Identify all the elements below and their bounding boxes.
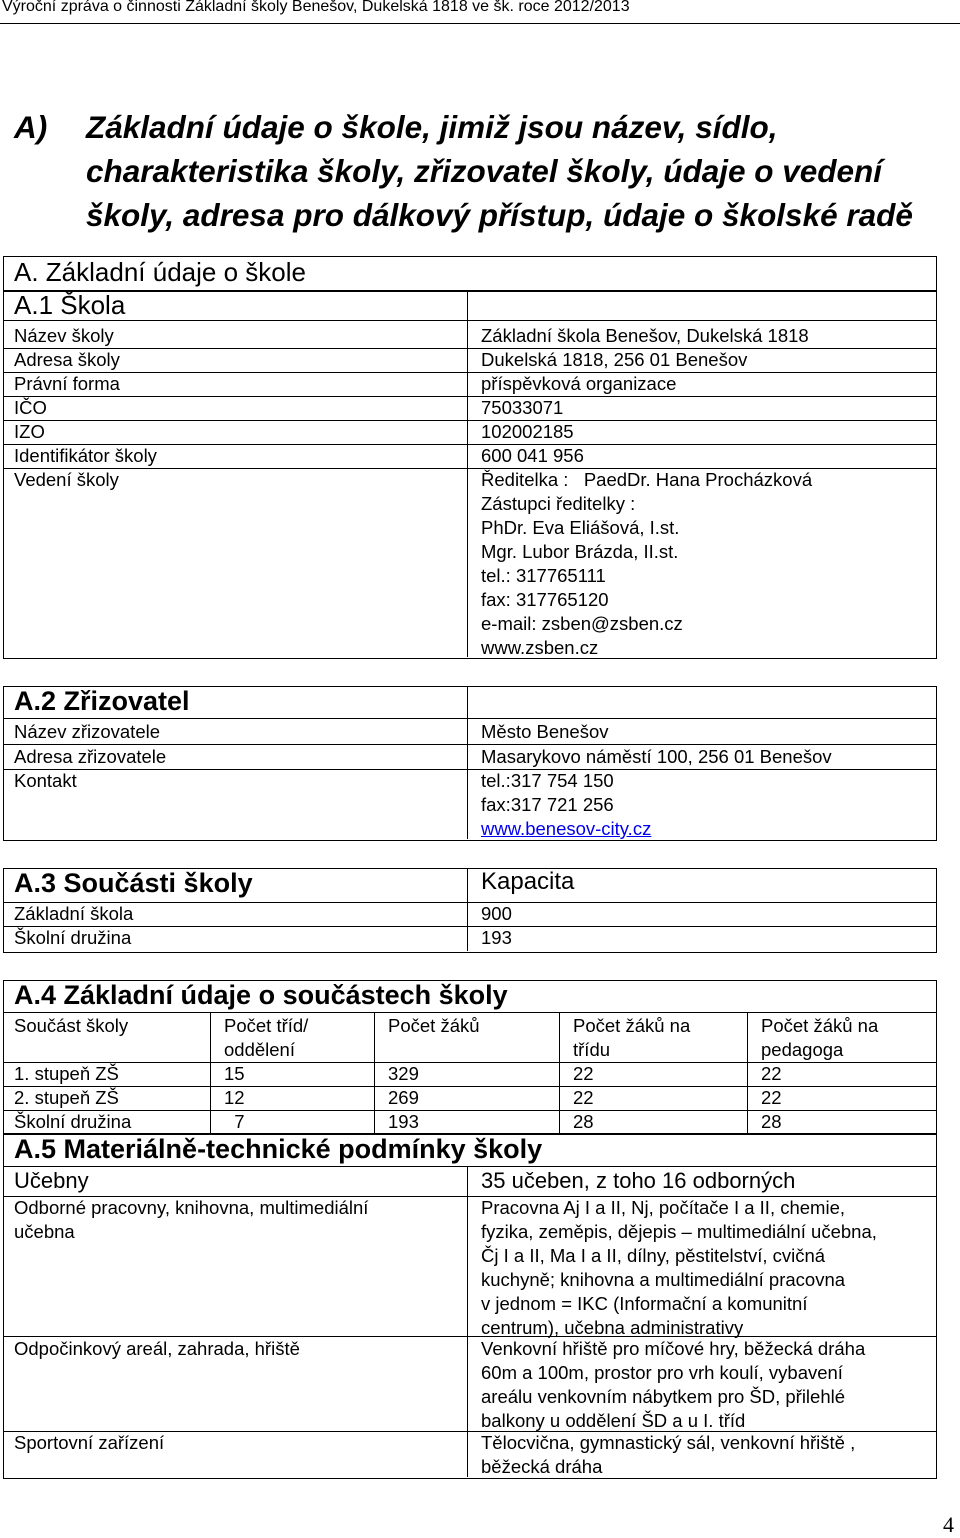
management-line: Zástupci ředitelky :	[481, 493, 636, 514]
a1-value-izo: 102002185	[481, 421, 574, 442]
a5-label-garden: Odpočinkový areál, zahrada, hřiště	[14, 1338, 300, 1359]
a1-label-ico: IČO	[14, 397, 47, 418]
running-header	[0, 0, 960, 26]
a4-header-per-class-line: třídu	[573, 1039, 611, 1060]
a5-column-divider	[467, 1166, 468, 1477]
a2-rule	[3, 718, 936, 719]
a1-rule	[3, 348, 936, 349]
a5-heading: A.5 Materiálně-technické podmínky školy	[14, 1134, 543, 1164]
a1-rule	[3, 396, 936, 397]
a4-header-per-class-line: Počet žáků na	[573, 1015, 691, 1036]
a4-cell: 269	[388, 1087, 419, 1108]
a2-label-name: Název zřizovatele	[14, 721, 161, 742]
management-email: e-mail: zsben@zsben.cz	[481, 613, 683, 634]
a1-heading: A.1 Škola	[14, 290, 126, 320]
a3-label-school: Základní škola	[14, 903, 134, 924]
a3-value-school: 900	[481, 903, 512, 924]
a4-cell: 22	[573, 1087, 594, 1108]
a5-value-line: areálu venkovním nábytkem pro ŠD, přilehlé	[481, 1386, 846, 1407]
a3-rule	[3, 926, 936, 927]
a4-cell: 12	[224, 1087, 245, 1108]
management-line: tel.: 317765111	[481, 565, 606, 586]
a4-column-divider	[559, 1012, 560, 1133]
a4-header-per-teacher-line: Počet žáků na	[761, 1015, 879, 1036]
a5-value-garden	[481, 1337, 865, 1433]
a4-rule	[3, 1086, 936, 1087]
management-line: fax: 317765120	[481, 589, 609, 610]
a5-value-line: běžecká dráha	[481, 1456, 603, 1477]
contact-tel: tel.:317 754 150	[481, 770, 614, 791]
a5-value-line: balkony u oddělení ŠD a u I. tříd	[481, 1410, 746, 1431]
chapter-title-line: Základní údaje o škole, jimiž jsou název, sídlo,	[86, 109, 778, 145]
contact-web-link[interactable]: www.benesov-city.cz	[481, 818, 652, 839]
a4-cell: 22	[761, 1087, 782, 1108]
a5-value-line: Venkovní hřiště pro míčové hry, běžecká dráha	[481, 1338, 866, 1359]
a5-label-line: učebna	[14, 1221, 75, 1242]
a4-cell: 15	[224, 1063, 245, 1084]
a1-value-address: Dukelská 1818, 256 01 Benešov	[481, 349, 748, 370]
a2-rule	[3, 769, 936, 770]
a4-cell: 2. stupeň ZŠ	[14, 1087, 119, 1108]
a5-value-line: Tělocvična, gymnastický sál, venkovní hřiště ,	[481, 1432, 856, 1453]
management-web: www.zsben.cz	[481, 637, 599, 658]
a1-value-legal-form: příspěvková organizace	[481, 373, 677, 394]
a4-cell: 28	[573, 1111, 594, 1132]
a2-heading-divider	[467, 686, 468, 718]
a1-label-name: Název školy	[14, 325, 114, 346]
a2-column-divider	[467, 718, 468, 839]
a2-label-address: Adresa zřizovatele	[14, 746, 167, 767]
a5-value-line: 60m a 100m, prostor pro vrh koulí, vybavení	[481, 1362, 843, 1383]
contact-fax: fax:317 721 256	[481, 794, 614, 815]
a4-header-pupils: Počet žáků	[388, 1015, 480, 1036]
management-line: PhDr. Eva Eliášová, I.st.	[481, 517, 680, 538]
a2-heading: A.2 Zřizovatel	[14, 686, 190, 716]
a1-heading-divider	[467, 290, 468, 320]
a3-column-divider	[467, 868, 468, 951]
a4-header-classes	[224, 1014, 308, 1062]
header-rule	[0, 23, 960, 24]
a1-label-identifier: Identifikátor školy	[14, 445, 157, 466]
a5-value-line: v jednom = IKC (Informační a komunitní	[481, 1293, 808, 1314]
a1-label-legal-form: Právní forma	[14, 373, 120, 394]
a4-cell: Školní družina	[14, 1111, 132, 1132]
chapter-title-line: charakteristika školy, zřizovatel školy, údaje o vedení	[86, 153, 883, 189]
a1-label-address: Adresa školy	[14, 349, 120, 370]
management-line: Ředitelka : PaedDr. Hana Procházková	[481, 469, 813, 490]
a4-header-part: Součást školy	[14, 1015, 129, 1036]
a1-label-izo: IZO	[14, 421, 45, 442]
a2-value-name: Město Benešov	[481, 721, 609, 742]
a3-value-club: 193	[481, 927, 512, 948]
a5-label-classrooms: Učebny	[14, 1168, 89, 1193]
a5-label-sports: Sportovní zařízení	[14, 1432, 165, 1453]
a5-value-line: fyzika, zeměpis, dějepis – multimediální učebna,	[481, 1221, 877, 1242]
a4-cell: 28	[761, 1111, 782, 1132]
a3-label-club: Školní družina	[14, 927, 132, 948]
a1-management-lines	[481, 468, 812, 660]
a1-column-divider	[467, 320, 468, 657]
a1-label-management: Vedení školy	[14, 469, 119, 490]
a4-cell: 193	[388, 1111, 419, 1132]
a4-cell: 22	[761, 1063, 782, 1084]
a4-column-divider	[210, 1012, 211, 1133]
a3-rule	[3, 902, 936, 903]
a5-value-line: kuchyně; knihovna a multimediální pracovna	[481, 1269, 846, 1290]
a4-cell: 1. stupeň ZŠ	[14, 1063, 119, 1084]
a1-rule	[3, 320, 936, 321]
a4-rule	[3, 1012, 936, 1013]
a5-value-sports	[481, 1431, 855, 1479]
a4-header-per-class	[573, 1014, 690, 1062]
a1-value-name: Základní škola Benešov, Dukelská 1818	[481, 325, 809, 346]
a1-rule	[3, 372, 936, 373]
section-a-heading: A. Základní údaje o škole	[14, 257, 306, 287]
a2-label-contact: Kontakt	[14, 770, 77, 791]
a4-header-per-teacher	[761, 1014, 878, 1062]
a5-label-line: Odborné pracovny, knihovna, multimediální	[14, 1197, 369, 1218]
a5-value-line: Pracovna Aj I a II, Nj, počítače I a II, chemie,	[481, 1197, 846, 1218]
running-header-text: Výroční zpráva o činnosti Základní školy Benešov, Dukelská 1818 ve šk. roce 2012/2013	[2, 0, 630, 15]
a4-cell: 22	[573, 1063, 594, 1084]
a5-value-classrooms: 35 učeben, z toho 16 odborných	[481, 1168, 796, 1193]
chapter-letter: A)	[14, 109, 48, 145]
a1-value-identifier: 600 041 956	[481, 445, 584, 466]
page-number: 4	[943, 1512, 954, 1537]
a1-rule	[3, 420, 936, 421]
a3-heading: A.3 Součásti školy	[14, 868, 253, 898]
a2-contact-lines	[481, 769, 651, 841]
a3-capacity-label: Kapacita	[481, 868, 575, 895]
a4-rule	[3, 1062, 936, 1063]
a4-rule	[3, 1110, 936, 1111]
a5-value-line: Čj I a II, Ma I a II, dílny, pěstitelství, cvičná	[481, 1245, 826, 1266]
a4-header-per-teacher-line: pedagoga	[761, 1039, 844, 1060]
a5-value-line: centrum), učebna administrativy	[481, 1317, 744, 1338]
a5-rule	[3, 1166, 936, 1167]
a4-column-divider	[747, 1012, 748, 1133]
a4-header-classes-line: oddělení	[224, 1039, 295, 1060]
chapter-title-line: školy, adresa pro dálkový přístup, údaje o školské radě	[86, 197, 913, 233]
a4-heading: A.4 Základní údaje o součástech školy	[14, 980, 508, 1010]
management-line: Mgr. Lubor Brázda, II.st.	[481, 541, 679, 562]
a5-label-workshops	[14, 1196, 368, 1244]
a1-value-ico: 75033071	[481, 397, 564, 418]
a5-value-workshops	[481, 1196, 877, 1340]
a4-column-divider	[374, 1012, 375, 1133]
a4-cell: 7	[224, 1111, 245, 1132]
a4-cell: 329	[388, 1063, 419, 1084]
a4-header-classes-line: Počet tříd/	[224, 1015, 309, 1036]
a2-value-address: Masarykovo náměstí 100, 256 01 Benešov	[481, 746, 832, 767]
